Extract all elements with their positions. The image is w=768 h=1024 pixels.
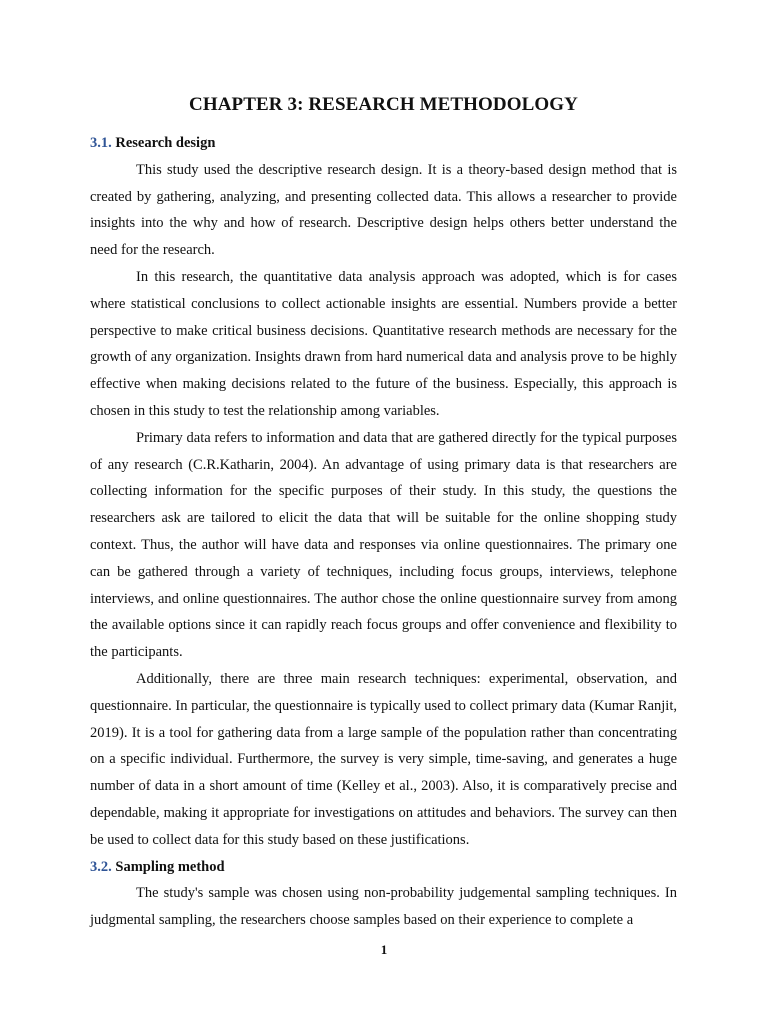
page-content (90, 92, 677, 934)
page-number: 1 (380, 942, 388, 957)
paragraph: The study's sample was chosen using non-probability judgemental sampling techniques. In judgmental sampling, the researchers choose samples based on their experience to complete a (90, 885, 677, 929)
section-title: Sampling method (115, 858, 225, 875)
paragraph: In this research, the quantitative data analysis approach was adopted, which is for cases where statistical conclusions to collect actionable insights are essential. Numbers provide a better perspective to make critical business decisions. Quantitative research methods are necessary for the growth of any organization. Insights drawn from hard numerical data and analysis prove to be highly effective when making decisions related to the future of the business. Especially, this approach is chosen in this study to test the relationship among variables. (90, 268, 677, 419)
paragraph: Additionally, there are three main research techniques: experimental, observation, and questionnaire. In particular, the questionnaire is typically used to collect primary data (Kumar Ranjit, 2019). It is a tool for gathering data from a large sample of the population rather than concentrating on a specific individual. Furthermore, the survey is very simple, time-saving, and generates a huge number of data in a short amount of time (Kelley et al., 2003). Also, it is comparatively precise and dependable, making it appropriate for investigations on attitudes and behaviors. The survey can then be used to collect data for this study based on these justifications. (90, 670, 677, 848)
paragraph: This study used the descriptive research design. It is a theory-based design method that is created by gathering, analyzing, and presenting collected data. This allows a researcher to provide insights into the why and how of research. Descriptive design helps others better understand the need for the research. (90, 161, 677, 259)
section-heading-sampling-method (90, 854, 677, 881)
chapter-title: CHAPTER 3: RESEARCH METHODOLOGY (189, 94, 578, 115)
section-number: 3.2. (90, 858, 112, 875)
paragraph: Primary data refers to information and data that are gathered directly for the typical purposes of any research (C.R.Katharin, 2004). An advantage of using primary data is that researchers are collecting information for the specific purposes of their study. In this study, the questions the researchers ask are tailored to elicit the data that will be suitable for the online shopping study context. Thus, the author will have data and responses via online questionnaires. The primary one can be gathered through a variety of techniques, including focus groups, interviews, telephone interviews, and online questionnaires. The author chose the online questionnaire survey from among the available options since it can rapidly reach focus groups and offer convenience and flexibility to the participants. (90, 429, 677, 661)
section-title: Research design (115, 135, 216, 151)
section-number: 3.1. (90, 135, 112, 151)
section-heading-research-design (90, 130, 677, 157)
